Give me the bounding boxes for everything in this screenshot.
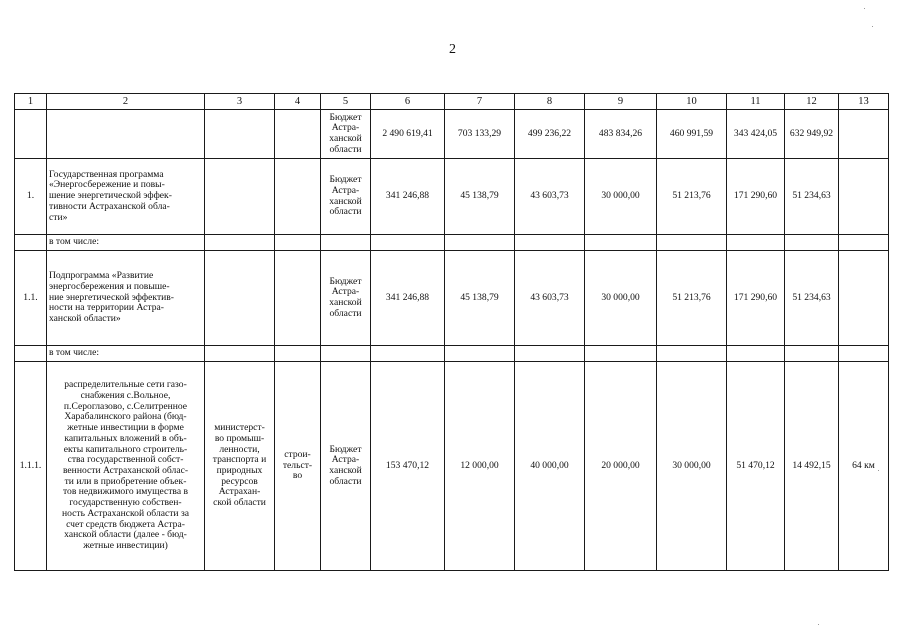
empty-cell: [205, 346, 275, 362]
indicator-cell: [839, 251, 889, 346]
column-number-cell: 7: [445, 94, 515, 110]
work-type-cell: [275, 159, 321, 235]
row-number-cell: [15, 346, 47, 362]
row-name-cell: Государственная программа «Энергосбережение и повы- шение энергетической эффек- тивности Астраханской обла- сти»: [47, 159, 205, 235]
executor-cell: министерст- во промыш- ленности, транспорта и природных ресурсов Астрахан- ской области: [205, 362, 275, 571]
amount-cell: 14 492,15: [785, 362, 839, 571]
column-number-cell: 11: [727, 94, 785, 110]
empty-cell: [727, 235, 785, 251]
empty-cell: [371, 346, 445, 362]
amount-cell: 341 246,88: [371, 159, 445, 235]
empty-cell: [321, 346, 371, 362]
amount-cell: 499 236,22: [515, 110, 585, 159]
column-number-cell: 5: [321, 94, 371, 110]
empty-cell: [275, 235, 321, 251]
amount-cell: 171 290,60: [727, 159, 785, 235]
amount-cell: 632 949,92: [785, 110, 839, 159]
row-number-cell: 1.1.: [15, 251, 47, 346]
amount-cell: 460 991,59: [657, 110, 727, 159]
row-number-cell: 1.: [15, 159, 47, 235]
amount-cell: 153 470,12: [371, 362, 445, 571]
funding-source-cell: Бюджет Астра- ханской области: [321, 362, 371, 571]
budget-table: [14, 93, 889, 571]
funding-source-cell: Бюджет Астра- ханской области: [321, 159, 371, 235]
amount-cell: 51 213,76: [657, 159, 727, 235]
column-number-cell: 6: [371, 94, 445, 110]
empty-cell: [657, 346, 727, 362]
amount-cell: 30 000,00: [657, 362, 727, 571]
amount-cell: 51 213,76: [657, 251, 727, 346]
empty-cell: [371, 235, 445, 251]
executor-cell: [205, 251, 275, 346]
row-number-cell: [15, 235, 47, 251]
row-number-cell: [15, 110, 47, 159]
empty-cell: [445, 235, 515, 251]
table-row: [15, 251, 889, 346]
empty-cell: [727, 346, 785, 362]
including-row: [15, 235, 889, 251]
amount-cell: 51 470,12: [727, 362, 785, 571]
amount-cell: 45 138,79: [445, 251, 515, 346]
amount-cell: 30 000,00: [585, 159, 657, 235]
empty-cell: [515, 235, 585, 251]
row-number-cell: 1.1.1.: [15, 362, 47, 571]
empty-cell: [445, 346, 515, 362]
amount-cell: 483 834,26: [585, 110, 657, 159]
column-number-cell: 10: [657, 94, 727, 110]
amount-cell: 341 246,88: [371, 251, 445, 346]
amount-cell: 12 000,00: [445, 362, 515, 571]
empty-cell: [205, 235, 275, 251]
funding-source-cell: Бюджет Астра- ханской области: [321, 110, 371, 159]
amount-cell: 20 000,00: [585, 362, 657, 571]
amount-cell: 51 234,63: [785, 159, 839, 235]
scan-mark: [878, 470, 879, 471]
table-row: [15, 159, 889, 235]
amount-cell: 43 603,73: [515, 251, 585, 346]
work-type-cell: [275, 110, 321, 159]
empty-cell: [275, 346, 321, 362]
including-row: [15, 346, 889, 362]
executor-cell: [205, 159, 275, 235]
amount-cell: 171 290,60: [727, 251, 785, 346]
scan-mark: [872, 26, 873, 27]
page-number: 2: [449, 42, 456, 57]
empty-cell: [585, 346, 657, 362]
column-number-cell: 2: [47, 94, 205, 110]
empty-cell: [785, 235, 839, 251]
amount-cell: 43 603,73: [515, 159, 585, 235]
amount-cell: 343 424,05: [727, 110, 785, 159]
amount-cell: 45 138,79: [445, 159, 515, 235]
column-number-cell: 8: [515, 94, 585, 110]
row-name-cell: Подпрограмма «Развитие энергосбережения и повыше- ние энергетической эффектив- ности на территории Астра- ханской области»: [47, 251, 205, 346]
empty-cell: [839, 346, 889, 362]
amount-cell: 2 490 619,41: [371, 110, 445, 159]
including-label: в том числе:: [47, 235, 205, 251]
indicator-cell: [839, 159, 889, 235]
indicator-cell: 64 км: [839, 362, 889, 571]
row-name-cell: распределительные сети газо- снабжения с.Вольное, п.Сероглазово, с.Селитренное Харабалинского района (бюд- жетные инвестиции в форме капитальных вложений в объ- екты капитального строитель- ства государственной собст- венности Астраханской облас- ти или в приобретение объек- тов недвижимого имущества в государственную собствен- ность Астраханской области за счет средств бюджета Астра- ханской области (далее - бюд- жетные инвестиции): [47, 362, 205, 571]
row-name-cell: [47, 110, 205, 159]
amount-cell: 703 133,29: [445, 110, 515, 159]
amount-cell: 30 000,00: [585, 251, 657, 346]
indicator-cell: [839, 110, 889, 159]
column-number-cell: 12: [785, 94, 839, 110]
executor-cell: [205, 110, 275, 159]
table-row: [15, 362, 889, 571]
amount-cell: 40 000,00: [515, 362, 585, 571]
work-type-cell: строи- тельст- во: [275, 362, 321, 571]
funding-source-cell: Бюджет Астра- ханской области: [321, 251, 371, 346]
including-label: в том числе:: [47, 346, 205, 362]
column-number-cell: 13: [839, 94, 889, 110]
scan-mark: [864, 8, 865, 9]
amount-cell: 51 234,63: [785, 251, 839, 346]
scan-mark: [818, 624, 819, 625]
empty-cell: [585, 235, 657, 251]
column-number-cell: 1: [15, 94, 47, 110]
empty-cell: [839, 235, 889, 251]
work-type-cell: [275, 251, 321, 346]
column-number-cell: 3: [205, 94, 275, 110]
column-number-cell: 9: [585, 94, 657, 110]
empty-cell: [785, 346, 839, 362]
column-number-cell: 4: [275, 94, 321, 110]
column-number-row: [15, 94, 889, 110]
table-row: [15, 110, 889, 159]
empty-cell: [515, 346, 585, 362]
empty-cell: [321, 235, 371, 251]
empty-cell: [657, 235, 727, 251]
